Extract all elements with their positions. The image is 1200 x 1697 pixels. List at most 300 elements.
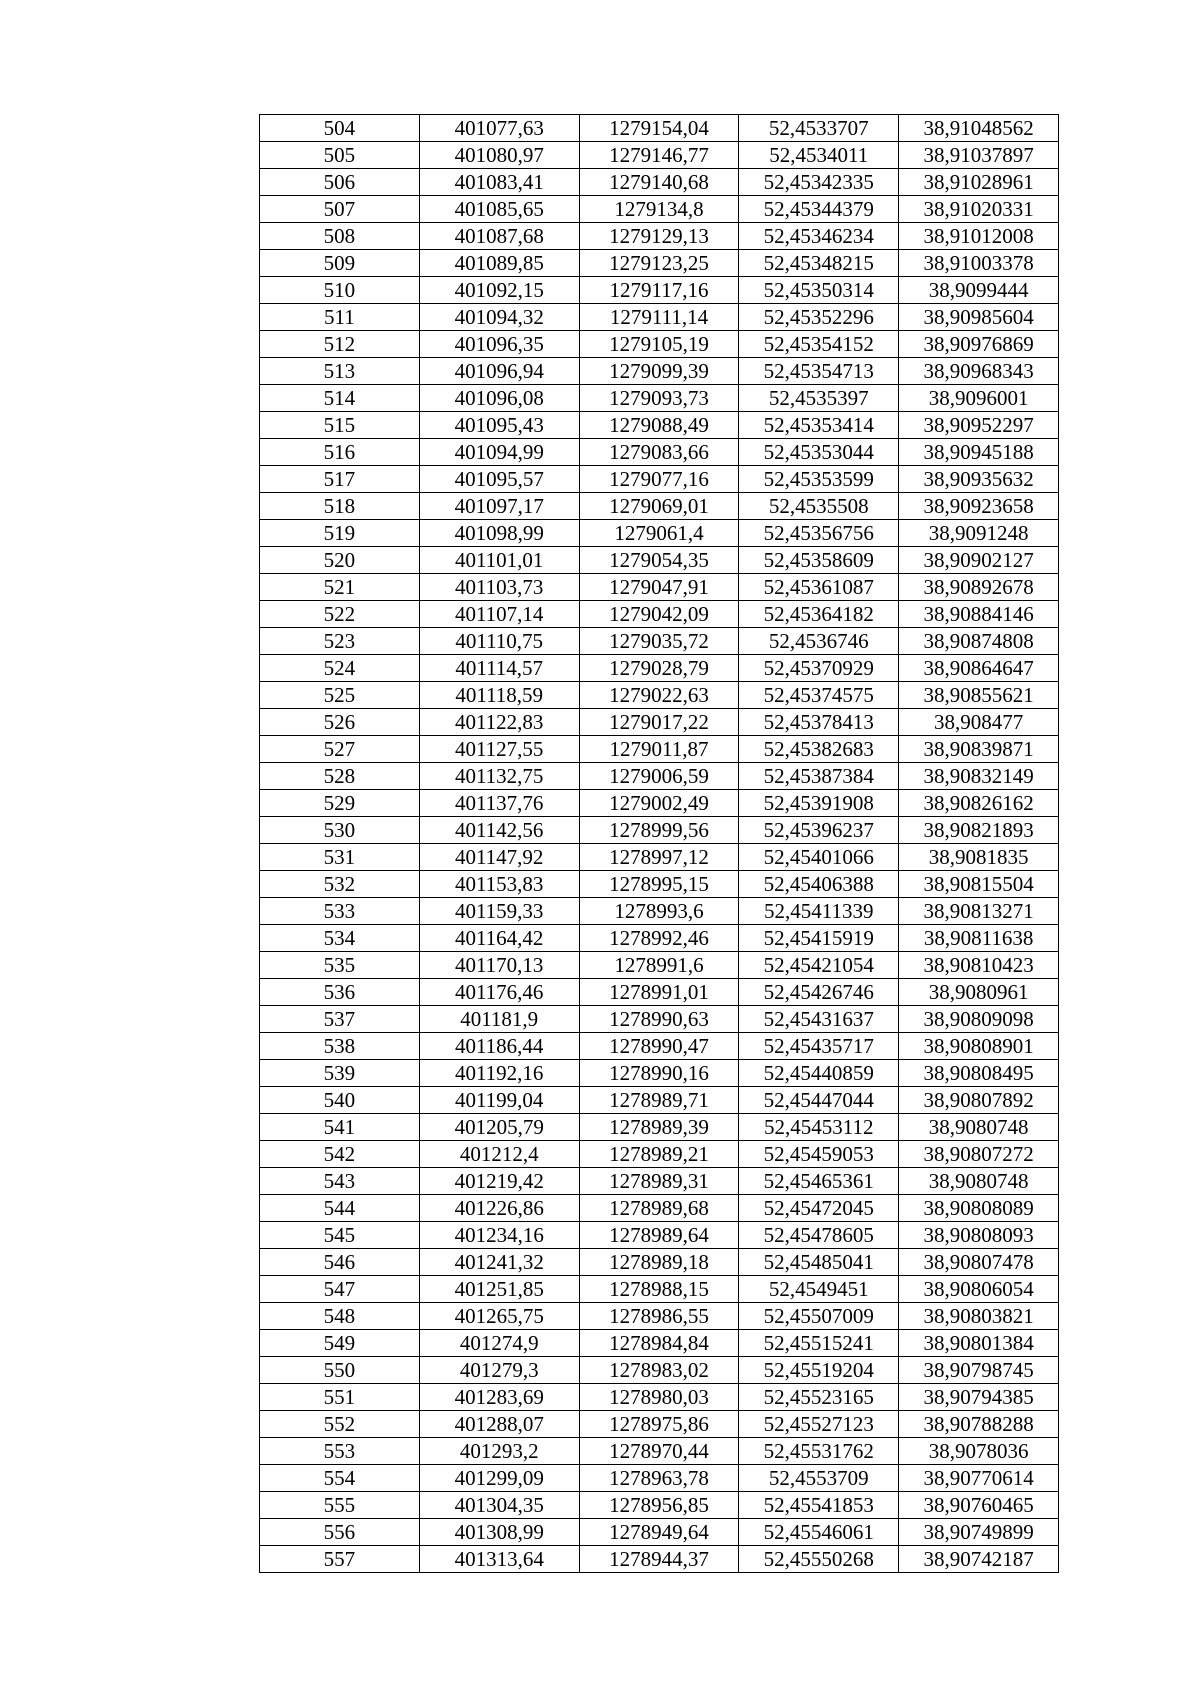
table-row [260,385,1059,412]
table-row [260,952,1059,979]
table-row [260,223,1059,250]
latitude-cell: 52,45507009 [739,1303,899,1330]
table-row [260,871,1059,898]
longitude-cell: 38,91028961 [899,169,1059,196]
y-coordinate-cell: 1279099,39 [579,358,739,385]
x-coordinate-cell: 401159,33 [419,898,579,925]
longitude-cell: 38,91003378 [899,250,1059,277]
point-number-cell: 536 [260,979,420,1006]
x-coordinate-cell: 401103,73 [419,574,579,601]
latitude-cell: 52,45358609 [739,547,899,574]
latitude-cell: 52,45465361 [739,1168,899,1195]
latitude-cell: 52,45411339 [739,898,899,925]
table-row [260,277,1059,304]
point-number-cell: 521 [260,574,420,601]
point-number-cell: 525 [260,682,420,709]
y-coordinate-cell: 1279117,16 [579,277,739,304]
y-coordinate-cell: 1279140,68 [579,169,739,196]
y-coordinate-cell: 1278991,6 [579,952,739,979]
table-row [260,790,1059,817]
y-coordinate-cell: 1279047,91 [579,574,739,601]
x-coordinate-cell: 401212,4 [419,1141,579,1168]
y-coordinate-cell: 1279134,8 [579,196,739,223]
x-coordinate-cell: 401101,01 [419,547,579,574]
latitude-cell: 52,45353599 [739,466,899,493]
y-coordinate-cell: 1278990,47 [579,1033,739,1060]
longitude-cell: 38,90808093 [899,1222,1059,1249]
latitude-cell: 52,45396237 [739,817,899,844]
x-coordinate-cell: 401137,76 [419,790,579,817]
latitude-cell: 52,45541853 [739,1492,899,1519]
x-coordinate-cell: 401241,32 [419,1249,579,1276]
longitude-cell: 38,90976869 [899,331,1059,358]
longitude-cell: 38,90945188 [899,439,1059,466]
latitude-cell: 52,45527123 [739,1411,899,1438]
longitude-cell: 38,90806054 [899,1276,1059,1303]
y-coordinate-cell: 1278989,64 [579,1222,739,1249]
y-coordinate-cell: 1278944,37 [579,1546,739,1573]
latitude-cell: 52,45387384 [739,763,899,790]
point-number-cell: 511 [260,304,420,331]
y-coordinate-cell: 1278975,86 [579,1411,739,1438]
point-number-cell: 552 [260,1411,420,1438]
table-row [260,601,1059,628]
longitude-cell: 38,90821893 [899,817,1059,844]
y-coordinate-cell: 1278989,39 [579,1114,739,1141]
point-number-cell: 541 [260,1114,420,1141]
point-number-cell: 508 [260,223,420,250]
latitude-cell: 52,45485041 [739,1249,899,1276]
table-row [260,1384,1059,1411]
y-coordinate-cell: 1279105,19 [579,331,739,358]
point-number-cell: 545 [260,1222,420,1249]
latitude-cell: 52,4534011 [739,142,899,169]
table-row [260,547,1059,574]
y-coordinate-cell: 1278990,16 [579,1060,739,1087]
longitude-cell: 38,90801384 [899,1330,1059,1357]
longitude-cell: 38,9078036 [899,1438,1059,1465]
latitude-cell: 52,45374575 [739,682,899,709]
latitude-cell: 52,45459053 [739,1141,899,1168]
x-coordinate-cell: 401147,92 [419,844,579,871]
table-row [260,1411,1059,1438]
y-coordinate-cell: 1279002,49 [579,790,739,817]
longitude-cell: 38,90985604 [899,304,1059,331]
y-coordinate-cell: 1278989,68 [579,1195,739,1222]
longitude-cell: 38,90826162 [899,790,1059,817]
y-coordinate-cell: 1279028,79 [579,655,739,682]
longitude-cell: 38,91012008 [899,223,1059,250]
x-coordinate-cell: 401098,99 [419,520,579,547]
x-coordinate-cell: 401142,56 [419,817,579,844]
latitude-cell: 52,45350314 [739,277,899,304]
latitude-cell: 52,45546061 [739,1519,899,1546]
point-number-cell: 523 [260,628,420,655]
point-number-cell: 531 [260,844,420,871]
y-coordinate-cell: 1279035,72 [579,628,739,655]
y-coordinate-cell: 1279006,59 [579,763,739,790]
point-number-cell: 550 [260,1357,420,1384]
point-number-cell: 515 [260,412,420,439]
table-row [260,1249,1059,1276]
longitude-cell: 38,908477 [899,709,1059,736]
x-coordinate-cell: 401118,59 [419,682,579,709]
point-number-cell: 513 [260,358,420,385]
coordinates-table-body [260,115,1059,1573]
x-coordinate-cell: 401153,83 [419,871,579,898]
x-coordinate-cell: 401313,64 [419,1546,579,1573]
point-number-cell: 556 [260,1519,420,1546]
point-number-cell: 548 [260,1303,420,1330]
x-coordinate-cell: 401164,42 [419,925,579,952]
latitude-cell: 52,45354152 [739,331,899,358]
point-number-cell: 518 [260,493,420,520]
latitude-cell: 52,45453112 [739,1114,899,1141]
y-coordinate-cell: 1279129,13 [579,223,739,250]
latitude-cell: 52,45531762 [739,1438,899,1465]
point-number-cell: 519 [260,520,420,547]
latitude-cell: 52,45353414 [739,412,899,439]
point-number-cell: 551 [260,1384,420,1411]
point-number-cell: 516 [260,439,420,466]
table-row [260,655,1059,682]
y-coordinate-cell: 1279022,63 [579,682,739,709]
longitude-cell: 38,90832149 [899,763,1059,790]
point-number-cell: 546 [260,1249,420,1276]
x-coordinate-cell: 401170,13 [419,952,579,979]
table-row [260,304,1059,331]
x-coordinate-cell: 401114,57 [419,655,579,682]
point-number-cell: 529 [260,790,420,817]
y-coordinate-cell: 1278992,46 [579,925,739,952]
longitude-cell: 38,90808495 [899,1060,1059,1087]
x-coordinate-cell: 401096,94 [419,358,579,385]
y-coordinate-cell: 1278993,6 [579,898,739,925]
longitude-cell: 38,9080961 [899,979,1059,1006]
point-number-cell: 528 [260,763,420,790]
y-coordinate-cell: 1279154,04 [579,115,739,142]
coordinates-table [259,114,1059,1573]
latitude-cell: 52,45342335 [739,169,899,196]
table-row [260,898,1059,925]
table-row [260,1438,1059,1465]
table-row [260,493,1059,520]
longitude-cell: 38,90809098 [899,1006,1059,1033]
x-coordinate-cell: 401308,99 [419,1519,579,1546]
y-coordinate-cell: 1279083,66 [579,439,739,466]
table-row [260,1195,1059,1222]
x-coordinate-cell: 401279,3 [419,1357,579,1384]
point-number-cell: 538 [260,1033,420,1060]
latitude-cell: 52,4549451 [739,1276,899,1303]
x-coordinate-cell: 401092,15 [419,277,579,304]
latitude-cell: 52,45348215 [739,250,899,277]
table-row [260,574,1059,601]
longitude-cell: 38,90807272 [899,1141,1059,1168]
latitude-cell: 52,45356756 [739,520,899,547]
table-row [260,763,1059,790]
x-coordinate-cell: 401094,32 [419,304,579,331]
point-number-cell: 526 [260,709,420,736]
x-coordinate-cell: 401265,75 [419,1303,579,1330]
x-coordinate-cell: 401192,16 [419,1060,579,1087]
y-coordinate-cell: 1278999,56 [579,817,739,844]
x-coordinate-cell: 401176,46 [419,979,579,1006]
y-coordinate-cell: 1278970,44 [579,1438,739,1465]
point-number-cell: 539 [260,1060,420,1087]
x-coordinate-cell: 401181,9 [419,1006,579,1033]
point-number-cell: 514 [260,385,420,412]
longitude-cell: 38,90968343 [899,358,1059,385]
point-number-cell: 557 [260,1546,420,1573]
latitude-cell: 52,45353044 [739,439,899,466]
table-row [260,1330,1059,1357]
latitude-cell: 52,4536746 [739,628,899,655]
latitude-cell: 52,45382683 [739,736,899,763]
point-number-cell: 547 [260,1276,420,1303]
y-coordinate-cell: 1279042,09 [579,601,739,628]
longitude-cell: 38,90788288 [899,1411,1059,1438]
latitude-cell: 52,45415919 [739,925,899,952]
y-coordinate-cell: 1278988,15 [579,1276,739,1303]
latitude-cell: 52,45370929 [739,655,899,682]
longitude-cell: 38,90815504 [899,871,1059,898]
y-coordinate-cell: 1278983,02 [579,1357,739,1384]
x-coordinate-cell: 401186,44 [419,1033,579,1060]
table-row [260,1222,1059,1249]
table-row [260,1114,1059,1141]
longitude-cell: 38,9099444 [899,277,1059,304]
y-coordinate-cell: 1279017,22 [579,709,739,736]
y-coordinate-cell: 1278963,78 [579,1465,739,1492]
table-row [260,466,1059,493]
y-coordinate-cell: 1278956,85 [579,1492,739,1519]
table-row [260,1303,1059,1330]
latitude-cell: 52,45361087 [739,574,899,601]
point-number-cell: 533 [260,898,420,925]
longitude-cell: 38,90742187 [899,1546,1059,1573]
y-coordinate-cell: 1278991,01 [579,979,739,1006]
latitude-cell: 52,45550268 [739,1546,899,1573]
latitude-cell: 52,4535397 [739,385,899,412]
x-coordinate-cell: 401251,85 [419,1276,579,1303]
latitude-cell: 52,4535508 [739,493,899,520]
point-number-cell: 512 [260,331,420,358]
table-row [260,1060,1059,1087]
y-coordinate-cell: 1278980,03 [579,1384,739,1411]
x-coordinate-cell: 401127,55 [419,736,579,763]
point-number-cell: 543 [260,1168,420,1195]
point-number-cell: 534 [260,925,420,952]
y-coordinate-cell: 1278989,21 [579,1141,739,1168]
longitude-cell: 38,90864647 [899,655,1059,682]
table-row [260,1519,1059,1546]
point-number-cell: 535 [260,952,420,979]
point-number-cell: 555 [260,1492,420,1519]
y-coordinate-cell: 1279069,01 [579,493,739,520]
table-row [260,1276,1059,1303]
table-row [260,520,1059,547]
table-row [260,358,1059,385]
x-coordinate-cell: 401283,69 [419,1384,579,1411]
y-coordinate-cell: 1278984,84 [579,1330,739,1357]
table-row [260,844,1059,871]
x-coordinate-cell: 401096,35 [419,331,579,358]
latitude-cell: 52,45478605 [739,1222,899,1249]
x-coordinate-cell: 401288,07 [419,1411,579,1438]
longitude-cell: 38,90874808 [899,628,1059,655]
longitude-cell: 38,91037897 [899,142,1059,169]
table-row [260,628,1059,655]
point-number-cell: 549 [260,1330,420,1357]
y-coordinate-cell: 1278949,64 [579,1519,739,1546]
point-number-cell: 505 [260,142,420,169]
y-coordinate-cell: 1278989,71 [579,1087,739,1114]
latitude-cell: 52,45519204 [739,1357,899,1384]
table-row [260,925,1059,952]
table-row [260,1006,1059,1033]
longitude-cell: 38,90798745 [899,1357,1059,1384]
point-number-cell: 509 [260,250,420,277]
longitude-cell: 38,9091248 [899,520,1059,547]
table-row [260,250,1059,277]
point-number-cell: 540 [260,1087,420,1114]
y-coordinate-cell: 1279077,16 [579,466,739,493]
table-row [260,709,1059,736]
x-coordinate-cell: 401095,43 [419,412,579,439]
y-coordinate-cell: 1278986,55 [579,1303,739,1330]
point-number-cell: 510 [260,277,420,304]
x-coordinate-cell: 401096,08 [419,385,579,412]
longitude-cell: 38,90808089 [899,1195,1059,1222]
longitude-cell: 38,90794385 [899,1384,1059,1411]
longitude-cell: 38,90923658 [899,493,1059,520]
x-coordinate-cell: 401205,79 [419,1114,579,1141]
latitude-cell: 52,4533707 [739,115,899,142]
x-coordinate-cell: 401304,35 [419,1492,579,1519]
longitude-cell: 38,91020331 [899,196,1059,223]
x-coordinate-cell: 401234,16 [419,1222,579,1249]
table-row [260,1546,1059,1573]
latitude-cell: 52,45472045 [739,1195,899,1222]
y-coordinate-cell: 1278989,31 [579,1168,739,1195]
table-row [260,142,1059,169]
x-coordinate-cell: 401274,9 [419,1330,579,1357]
longitude-cell: 38,90807892 [899,1087,1059,1114]
latitude-cell: 52,4553709 [739,1465,899,1492]
y-coordinate-cell: 1278990,63 [579,1006,739,1033]
table-row [260,169,1059,196]
y-coordinate-cell: 1279123,25 [579,250,739,277]
point-number-cell: 542 [260,1141,420,1168]
longitude-cell: 38,90749899 [899,1519,1059,1546]
y-coordinate-cell: 1279111,14 [579,304,739,331]
x-coordinate-cell: 401097,17 [419,493,579,520]
longitude-cell: 38,9081835 [899,844,1059,871]
point-number-cell: 532 [260,871,420,898]
table-row [260,1492,1059,1519]
x-coordinate-cell: 401080,97 [419,142,579,169]
latitude-cell: 52,45515241 [739,1330,899,1357]
x-coordinate-cell: 401089,85 [419,250,579,277]
y-coordinate-cell: 1279088,49 [579,412,739,439]
y-coordinate-cell: 1279093,73 [579,385,739,412]
latitude-cell: 52,45401066 [739,844,899,871]
table-row [260,1357,1059,1384]
y-coordinate-cell: 1278989,18 [579,1249,739,1276]
x-coordinate-cell: 401107,14 [419,601,579,628]
latitude-cell: 52,45435717 [739,1033,899,1060]
x-coordinate-cell: 401299,09 [419,1465,579,1492]
x-coordinate-cell: 401226,86 [419,1195,579,1222]
latitude-cell: 52,45421054 [739,952,899,979]
longitude-cell: 38,90884146 [899,601,1059,628]
longitude-cell: 38,9080748 [899,1114,1059,1141]
point-number-cell: 544 [260,1195,420,1222]
longitude-cell: 38,90811638 [899,925,1059,952]
point-number-cell: 554 [260,1465,420,1492]
longitude-cell: 38,90892678 [899,574,1059,601]
latitude-cell: 52,45352296 [739,304,899,331]
table-row [260,412,1059,439]
table-row [260,1141,1059,1168]
x-coordinate-cell: 401087,68 [419,223,579,250]
y-coordinate-cell: 1278995,15 [579,871,739,898]
y-coordinate-cell: 1279146,77 [579,142,739,169]
point-number-cell: 517 [260,466,420,493]
x-coordinate-cell: 401132,75 [419,763,579,790]
point-number-cell: 507 [260,196,420,223]
longitude-cell: 38,90855621 [899,682,1059,709]
point-number-cell: 524 [260,655,420,682]
latitude-cell: 52,45391908 [739,790,899,817]
latitude-cell: 52,45431637 [739,1006,899,1033]
table-row [260,115,1059,142]
y-coordinate-cell: 1279061,4 [579,520,739,547]
table-row [260,196,1059,223]
table-row [260,331,1059,358]
longitude-cell: 38,90902127 [899,547,1059,574]
point-number-cell: 520 [260,547,420,574]
x-coordinate-cell: 401095,57 [419,466,579,493]
x-coordinate-cell: 401199,04 [419,1087,579,1114]
longitude-cell: 38,9096001 [899,385,1059,412]
longitude-cell: 38,90807478 [899,1249,1059,1276]
longitude-cell: 38,9080748 [899,1168,1059,1195]
latitude-cell: 52,45523165 [739,1384,899,1411]
longitude-cell: 38,90808901 [899,1033,1059,1060]
table-row [260,1087,1059,1114]
latitude-cell: 52,45426746 [739,979,899,1006]
x-coordinate-cell: 401077,63 [419,115,579,142]
x-coordinate-cell: 401083,41 [419,169,579,196]
table-row [260,979,1059,1006]
longitude-cell: 38,90813271 [899,898,1059,925]
longitude-cell: 38,91048562 [899,115,1059,142]
point-number-cell: 504 [260,115,420,142]
latitude-cell: 52,45406388 [739,871,899,898]
longitude-cell: 38,90770614 [899,1465,1059,1492]
table-row [260,1033,1059,1060]
latitude-cell: 52,45378413 [739,709,899,736]
table-row [260,439,1059,466]
latitude-cell: 52,45344379 [739,196,899,223]
table-row [260,1465,1059,1492]
x-coordinate-cell: 401219,42 [419,1168,579,1195]
x-coordinate-cell: 401110,75 [419,628,579,655]
latitude-cell: 52,45364182 [739,601,899,628]
table-row [260,682,1059,709]
